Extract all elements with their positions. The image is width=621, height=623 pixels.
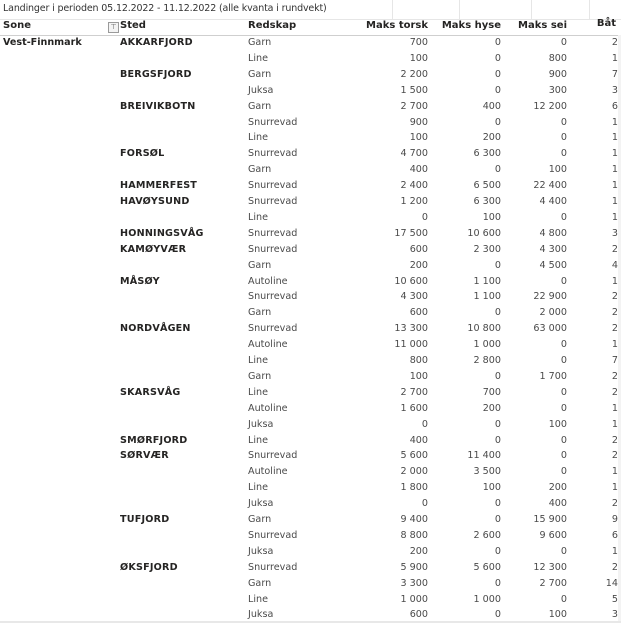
bat-cell: 2 — [611, 370, 618, 382]
maks-sei-cell: 1 700 — [539, 370, 567, 382]
bat-cell: 2 — [611, 243, 618, 255]
redskap-cell: Line — [248, 434, 268, 446]
maks-sei-cell: 0 — [560, 434, 567, 446]
bat-cell: 1 — [611, 545, 618, 557]
bat-cell: 2 — [611, 434, 618, 446]
bat-cell: 1 — [611, 402, 618, 414]
redskap-cell: Autoline — [248, 275, 288, 287]
bat-cell: 1 — [611, 148, 618, 160]
sted-cell: KAMØYVÆR — [120, 243, 187, 255]
maks-hyse-cell: 0 — [494, 609, 501, 621]
filter-icon[interactable]: ⊤ — [108, 22, 119, 33]
redskap-cell: Garn — [248, 307, 272, 319]
maks-sei-cell: 800 — [548, 52, 567, 64]
maks-torsk-cell: 700 — [409, 37, 428, 48]
maks-torsk-cell: 3 300 — [400, 577, 428, 589]
maks-hyse-cell: 200 — [482, 132, 501, 144]
table-row[interactable] — [0, 99, 621, 115]
table-row[interactable] — [0, 130, 621, 146]
redskap-cell: Line — [248, 211, 268, 223]
maks-torsk-cell: 2 400 — [400, 180, 428, 192]
maks-hyse-cell: 0 — [494, 307, 501, 319]
maks-torsk-cell: 5 900 — [400, 561, 428, 573]
bat-cell: 2 — [611, 37, 618, 48]
sted-cell: AKKARFJORD — [120, 37, 193, 48]
table-row[interactable] — [0, 417, 621, 433]
maks-sei-cell: 4 300 — [539, 243, 567, 255]
bat-cell: 2 — [611, 498, 618, 510]
redskap-cell: Snurrevad — [248, 561, 298, 573]
bat-cell: 2 — [611, 307, 618, 319]
bat-cell: 1 — [611, 466, 618, 478]
maks-hyse-cell: 0 — [494, 259, 501, 271]
bat-cell: 3 — [611, 227, 618, 239]
maks-hyse-cell: 0 — [494, 37, 501, 48]
maks-sei-cell: 900 — [548, 68, 567, 80]
table-row[interactable] — [0, 274, 621, 290]
maks-torsk-cell: 2 000 — [400, 466, 428, 478]
table-row[interactable] — [0, 448, 621, 464]
sted-cell: TUFJORD — [120, 514, 170, 525]
maks-torsk-cell: 100 — [409, 370, 428, 382]
redskap-cell: Juksa — [248, 545, 274, 557]
maks-sei-cell: 0 — [560, 402, 567, 414]
column-header-maks-torsk[interactable]: Maks torsk — [366, 20, 428, 31]
title-cell-divider — [531, 0, 532, 19]
maks-sei-cell: 0 — [560, 386, 567, 398]
bat-cell: 7 — [611, 68, 618, 80]
bat-cell: 6 — [611, 529, 618, 541]
maks-hyse-cell: 6 500 — [473, 180, 501, 192]
bat-cell: 1 — [611, 132, 618, 144]
redskap-cell: Autoline — [248, 466, 288, 478]
table-row[interactable] — [0, 289, 621, 305]
maks-hyse-cell: 0 — [494, 84, 501, 96]
maks-sei-cell: 9 600 — [539, 529, 567, 541]
maks-sei-cell: 4 800 — [539, 227, 567, 239]
sted-cell: NORDVÅGEN — [120, 323, 191, 335]
maks-sei-cell: 0 — [560, 116, 567, 128]
maks-hyse-cell: 1 000 — [473, 339, 501, 351]
table-row[interactable] — [0, 592, 621, 608]
table-row[interactable] — [0, 51, 621, 67]
maks-hyse-cell: 100 — [482, 482, 501, 494]
maks-sei-cell: 0 — [560, 211, 567, 223]
column-header-sone[interactable]: Sone — [3, 20, 31, 31]
maks-sei-cell: 0 — [560, 132, 567, 144]
table-row[interactable] — [0, 83, 621, 99]
maks-sei-cell: 0 — [560, 593, 567, 605]
redskap-cell: Line — [248, 52, 268, 64]
column-header-maks-sei[interactable]: Maks sei — [518, 20, 567, 31]
bat-cell: 2 — [611, 291, 618, 303]
maks-torsk-cell: 200 — [409, 259, 428, 271]
table-row[interactable] — [0, 401, 621, 417]
maks-torsk-cell: 0 — [421, 418, 428, 430]
maks-sei-cell: 2 700 — [539, 577, 567, 589]
redskap-cell: Garn — [248, 514, 272, 525]
bat-cell: 7 — [611, 355, 618, 366]
sted-cell: SMØRFJORD — [120, 434, 188, 446]
redskap-cell: Line — [248, 386, 268, 398]
maks-torsk-cell: 5 600 — [400, 450, 428, 462]
maks-hyse-cell: 10 600 — [467, 227, 501, 239]
report-title: Landinger i perioden 05.12.2022 - 11.12.2022 (alle kvanta i rundvekt) — [3, 3, 327, 14]
maks-torsk-cell: 0 — [421, 498, 428, 510]
redskap-cell: Snurrevad — [248, 243, 298, 255]
maks-hyse-cell: 0 — [494, 434, 501, 446]
maks-torsk-cell: 1 000 — [400, 593, 428, 605]
redskap-cell: Line — [248, 482, 268, 494]
maks-hyse-cell: 0 — [494, 577, 501, 589]
maks-sei-cell: 2 000 — [539, 307, 567, 319]
bat-cell: 2 — [611, 561, 618, 573]
maks-hyse-cell: 700 — [482, 386, 501, 398]
title-cell-divider — [392, 0, 393, 19]
maks-torsk-cell: 9 400 — [400, 514, 428, 525]
maks-torsk-cell: 1 500 — [400, 84, 428, 96]
maks-torsk-cell: 1 600 — [400, 402, 428, 414]
bat-cell: 2 — [611, 386, 618, 398]
bat-cell: 1 — [611, 275, 618, 287]
title-cell-divider — [459, 0, 460, 19]
table-row[interactable] — [0, 337, 621, 353]
maks-sei-cell: 0 — [560, 275, 567, 287]
bat-cell: 3 — [611, 84, 618, 96]
maks-hyse-cell: 5 600 — [473, 561, 501, 573]
maks-sei-cell: 22 400 — [533, 180, 567, 192]
maks-hyse-cell: 11 400 — [467, 450, 501, 462]
bat-cell: 1 — [611, 164, 618, 176]
maks-sei-cell: 100 — [548, 164, 567, 176]
maks-hyse-cell: 2 600 — [473, 529, 501, 541]
bat-cell: 1 — [611, 180, 618, 192]
maks-sei-cell: 200 — [548, 482, 567, 494]
bat-cell: 5 — [611, 593, 618, 605]
redskap-cell: Juksa — [248, 498, 274, 510]
maks-sei-cell: 0 — [560, 545, 567, 557]
redskap-cell: Snurrevad — [248, 323, 298, 335]
maks-hyse-cell: 400 — [482, 100, 501, 112]
bat-cell: 9 — [611, 514, 618, 525]
table-row[interactable] — [0, 385, 621, 401]
maks-sei-cell: 0 — [560, 37, 567, 48]
maks-hyse-cell: 0 — [494, 418, 501, 430]
table-row[interactable] — [0, 321, 621, 337]
sted-cell: HAVØYSUND — [120, 196, 190, 207]
maks-sei-cell: 0 — [560, 148, 567, 160]
maks-hyse-cell: 0 — [494, 164, 501, 176]
table-header — [0, 19, 621, 36]
maks-hyse-cell: 0 — [494, 370, 501, 382]
table-row[interactable] — [0, 544, 621, 560]
maks-sei-cell: 22 900 — [533, 291, 567, 303]
maks-torsk-cell: 1 800 — [400, 482, 428, 494]
bat-cell: 1 — [611, 339, 618, 351]
maks-sei-cell: 300 — [548, 84, 567, 96]
sted-cell: ØKSFJORD — [120, 561, 178, 573]
redskap-cell: Juksa — [248, 418, 274, 430]
maks-hyse-cell: 1 100 — [473, 291, 501, 303]
sted-cell: SØRVÆR — [120, 450, 169, 462]
redskap-cell: Juksa — [248, 609, 274, 621]
maks-sei-cell: 0 — [560, 466, 567, 478]
redskap-cell: Garn — [248, 577, 272, 589]
column-header-maks-hyse[interactable]: Maks hyse — [441, 20, 501, 31]
redskap-cell: Line — [248, 593, 268, 605]
maks-sei-cell: 12 300 — [533, 561, 567, 573]
bat-cell: 6 — [611, 100, 618, 112]
redskap-cell: Garn — [248, 259, 272, 271]
maks-hyse-cell: 0 — [494, 116, 501, 128]
table-row[interactable] — [0, 305, 621, 321]
table-row[interactable] — [0, 258, 621, 274]
maks-hyse-cell: 6 300 — [473, 148, 501, 160]
table-row[interactable] — [0, 433, 621, 449]
redskap-cell: Garn — [248, 37, 272, 48]
redskap-cell: Line — [248, 132, 268, 144]
maks-sei-cell: 4 400 — [539, 196, 567, 207]
redskap-cell: Juksa — [248, 84, 274, 96]
redskap-cell: Snurrevad — [248, 180, 298, 192]
maks-sei-cell: 4 500 — [539, 259, 567, 271]
maks-torsk-cell: 600 — [409, 609, 428, 621]
sted-cell: SKARSVÅG — [120, 386, 181, 398]
maks-sei-cell: 100 — [548, 418, 567, 430]
redskap-cell: Snurrevad — [248, 148, 298, 160]
maks-sei-cell: 12 200 — [533, 100, 567, 112]
table-row[interactable] — [0, 512, 621, 528]
redskap-cell: Autoline — [248, 402, 288, 414]
table-row[interactable] — [0, 496, 621, 512]
maks-sei-cell: 400 — [548, 498, 567, 510]
maks-sei-cell: 0 — [560, 339, 567, 351]
table-row[interactable] — [0, 194, 621, 210]
maks-hyse-cell: 0 — [494, 68, 501, 80]
table-row[interactable] — [0, 528, 621, 544]
maks-torsk-cell: 2 200 — [400, 68, 428, 80]
bat-cell: 2 — [611, 450, 618, 462]
bat-cell: 1 — [611, 211, 618, 223]
maks-torsk-cell: 100 — [409, 52, 428, 64]
maks-hyse-cell: 200 — [482, 402, 501, 414]
redskap-cell: Snurrevad — [248, 116, 298, 128]
redskap-cell: Garn — [248, 164, 272, 176]
maks-hyse-cell: 6 300 — [473, 196, 501, 207]
redskap-cell: Snurrevad — [248, 196, 298, 207]
table-row[interactable] — [0, 210, 621, 226]
maks-hyse-cell: 1 100 — [473, 275, 501, 287]
bat-cell: 1 — [611, 482, 618, 494]
maks-torsk-cell: 400 — [409, 164, 428, 176]
table-row[interactable] — [0, 146, 621, 162]
maks-torsk-cell: 13 300 — [394, 323, 428, 335]
maks-torsk-cell: 4 300 — [400, 291, 428, 303]
bat-cell: 1 — [611, 116, 618, 128]
maks-torsk-cell: 0 — [421, 211, 428, 223]
sted-cell: HONNINGSVÅG — [120, 227, 204, 239]
redskap-cell: Garn — [248, 370, 272, 382]
maks-sei-cell: 100 — [548, 609, 567, 621]
table-row[interactable] — [0, 162, 621, 178]
sted-cell: BREIVIKBOTN — [120, 100, 196, 112]
table-row[interactable] — [0, 178, 621, 194]
maks-torsk-cell: 400 — [409, 434, 428, 446]
table-row[interactable] — [0, 576, 621, 592]
redskap-cell: Snurrevad — [248, 529, 298, 541]
maks-sei-cell: 0 — [560, 355, 567, 366]
sone-cell: Vest-Finnmark — [3, 37, 82, 48]
maks-torsk-cell: 10 600 — [394, 275, 428, 287]
redskap-cell: Line — [248, 355, 268, 366]
bat-cell: 4 — [611, 259, 618, 271]
table-row[interactable] — [0, 115, 621, 131]
column-header-sted[interactable]: Sted — [120, 20, 146, 31]
maks-torsk-cell: 17 500 — [394, 227, 428, 239]
maks-torsk-cell: 900 — [409, 116, 428, 128]
bat-cell: 14 — [605, 577, 618, 589]
table-row[interactable] — [0, 464, 621, 480]
maks-hyse-cell: 0 — [494, 52, 501, 64]
redskap-cell: Garn — [248, 100, 272, 112]
maks-torsk-cell: 600 — [409, 243, 428, 255]
maks-hyse-cell: 0 — [494, 545, 501, 557]
title-bar — [0, 0, 621, 20]
maks-torsk-cell: 600 — [409, 307, 428, 319]
column-header-redskap[interactable]: Redskap — [248, 20, 297, 31]
sted-cell: BERGSFJORD — [120, 68, 192, 80]
table-row[interactable] — [0, 35, 621, 51]
maks-torsk-cell: 11 000 — [394, 339, 428, 351]
table-row[interactable] — [0, 226, 621, 242]
redskap-cell: Autoline — [248, 339, 288, 351]
redskap-cell: Snurrevad — [248, 227, 298, 239]
maks-sei-cell: 63 000 — [533, 323, 567, 335]
table-row[interactable] — [0, 560, 621, 576]
maks-sei-cell: 0 — [560, 450, 567, 462]
bat-cell: 3 — [611, 609, 618, 621]
title-cell-divider — [589, 0, 590, 19]
maks-torsk-cell: 800 — [409, 355, 428, 366]
table-row[interactable] — [0, 369, 621, 385]
redskap-cell: Snurrevad — [248, 291, 298, 303]
maks-hyse-cell: 0 — [494, 514, 501, 525]
bat-cell: 1 — [611, 52, 618, 64]
bat-cell: 1 — [611, 196, 618, 207]
maks-torsk-cell: 200 — [409, 545, 428, 557]
table-row[interactable] — [0, 242, 621, 258]
maks-hyse-cell: 2 300 — [473, 243, 501, 255]
sted-cell: HAMMERFEST — [120, 180, 198, 192]
redskap-cell: Garn — [248, 68, 272, 80]
maks-torsk-cell: 4 700 — [400, 148, 428, 160]
maks-hyse-cell: 10 800 — [467, 323, 501, 335]
maks-sei-cell: 15 900 — [533, 514, 567, 525]
maks-torsk-cell: 2 700 — [400, 386, 428, 398]
maks-torsk-cell: 1 200 — [400, 196, 428, 207]
maks-torsk-cell: 8 800 — [400, 529, 428, 541]
redskap-cell: Snurrevad — [248, 450, 298, 462]
bat-cell: 1 — [611, 418, 618, 430]
table-row[interactable] — [0, 67, 621, 83]
maks-torsk-cell: 100 — [409, 132, 428, 144]
maks-hyse-cell: 0 — [494, 498, 501, 510]
maks-hyse-cell: 2 800 — [473, 355, 501, 366]
bat-cell: 2 — [611, 323, 618, 335]
sted-cell: FORSØL — [120, 148, 165, 160]
maks-hyse-cell: 100 — [482, 211, 501, 223]
column-header-bat[interactable]: Båt — [596, 18, 616, 29]
maks-hyse-cell: 1 000 — [473, 593, 501, 605]
maks-torsk-cell: 2 700 — [400, 100, 428, 112]
sted-cell: MÅSØY — [120, 275, 160, 287]
table-row[interactable] — [0, 353, 621, 369]
maks-hyse-cell: 3 500 — [473, 466, 501, 478]
table-row[interactable] — [0, 480, 621, 496]
